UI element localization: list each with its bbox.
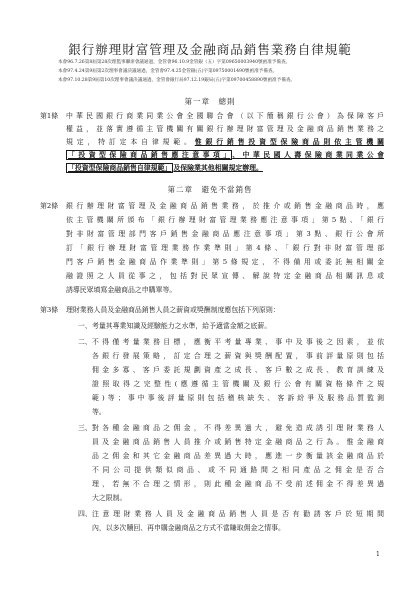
item-line: 不得僅考量業務目標，應衡平考量專業、事中及事後之因素，並依 bbox=[92, 338, 384, 346]
page-number: 1 bbox=[376, 551, 380, 558]
item-line: 等。 bbox=[92, 408, 106, 416]
highlight-text: 中華民國人壽保險商業同業公會 bbox=[242, 151, 384, 159]
item-line: 對各種金融商品之佣金，不得差異過大，避免造成誘引理財業務人 bbox=[92, 424, 384, 432]
article-2-line: 銀行辦理財富管理及金融商品銷售業務，於推介或銷售金融商品時，應 bbox=[66, 202, 384, 210]
item-line: 注意理財業務人員及金融商品銷售人員是否有勸誘客戶於短期間 bbox=[92, 510, 384, 518]
article-1-line: 規定，特訂定本自律規範。惟銀行銷售投資型保險商品則依主管機關 bbox=[66, 138, 384, 146]
highlight-text: 惟銀行銷售投資型保險商品則依主管機關 bbox=[194, 138, 384, 146]
article-2-line: 依主管機關所頒布「銀行辦理財富管理業務應注意事項」第5點、「銀行 bbox=[66, 216, 384, 224]
article-3-label: 第3條 bbox=[40, 306, 59, 314]
item-line: 理，若無不合理之情形，則此種金融商品不受前述佣金不得差異過 bbox=[92, 480, 384, 488]
item-number: 一、 bbox=[78, 322, 92, 330]
article-1-line: 權益，並落實遵循主管機關有關銀行辦理財富管理及金融商品銷售業務之 bbox=[66, 125, 384, 133]
item-line: 範)等；事中事後評量原則包括稽核缺失、客訴紛爭及服務品質監測 bbox=[92, 394, 384, 402]
article-2-label: 第2條 bbox=[40, 202, 59, 210]
item-number: 三、 bbox=[78, 424, 92, 432]
item-line: 大之限制。 bbox=[92, 494, 127, 502]
article-1-line: 「投資型保險商品銷售應注意事項」 、中華民國人壽保險商業同業公會 bbox=[68, 151, 384, 159]
meta-line-3: 本會97.10.28第9屆第10次理事會議決議通過，金管會銀行局97.12.19銀局(五)字第09700458890號函准予備查。 bbox=[58, 78, 296, 83]
item-line: 內，以多次贖回、再申購金融商品之方式不當賺取佣金之情事。 bbox=[92, 524, 285, 532]
highlight-text: 及保險業其他相關規定辦理。 bbox=[173, 164, 263, 172]
item-line: 考量其專業知識及經驗能力之水準，給予適當金額之底薪。 bbox=[92, 322, 272, 330]
article-2-line: 誘導民眾填寫金融商品之申購單等。 bbox=[66, 286, 177, 294]
article-2-line: 訂「銀行辦理財富管理業務作業準則」第4條、「銀行對非財富管理部 bbox=[66, 244, 384, 252]
article-3-intro: 理財業務人員及金融商品銷售人員之薪資或獎酬制度應包括下列原則： bbox=[66, 306, 280, 314]
item-line: 品之佣金和其它金融商品差異過大時，應進一步衡量該金融商品於 bbox=[92, 452, 384, 460]
meta-line-1: 本會96.7.26第8屆第28次理監事聯席會議通過，金管會96.10.9金管銀（五）字第09650003940號函准予備查。 bbox=[58, 60, 291, 65]
chapter-2-heading: 第二章 避免不當銷售 bbox=[167, 185, 253, 194]
item-number: 二、 bbox=[78, 338, 92, 346]
article-1-line: 中華民國銀行商業同業公會全國聯合會（以下簡稱銀行公會）為保障客戶 bbox=[66, 112, 384, 120]
boxed-reference: 「投資型保險商品銷售應注意事項」 bbox=[68, 151, 231, 159]
item-line: 證照取得之完整性(應遵循主管機關及銀行公會有關資格條件之規 bbox=[92, 380, 384, 388]
boxed-reference: 「投資型保險商品銷售自律規範」 bbox=[68, 164, 172, 172]
article-1-label: 第1條 bbox=[40, 112, 59, 120]
item-line: 不同公司提供類似商品、或不同通路間之相同產品之佣金是否合 bbox=[92, 466, 384, 474]
article-2-line: 門客戶銷售金融商品作業準則」第5條規定，不得備用或委託無相關金 bbox=[66, 258, 384, 266]
item-line: 佣金多寡、客戶委託規劃資產之成長、客戶數之成長、教育訓練及 bbox=[92, 366, 384, 374]
article-1-line bbox=[66, 162, 384, 175]
document-title: 銀行辦理財富管理及金融商品銷售業務自律規範 bbox=[68, 42, 352, 57]
chapter-1-heading: 第一章 總則 bbox=[184, 97, 236, 106]
item-number: 四、 bbox=[78, 510, 92, 518]
article-2-line: 對非財富管理部門客戶銷售金融商品應注意事項」第3點、銀行公會所 bbox=[66, 230, 384, 238]
meta-line-2: 本會97.4.24第9屆第2次理事會議決議通過，金管會97.4.25金管銀(五)字第09750001490號函准予備查。 bbox=[58, 69, 278, 74]
item-line: 各銀行發展策略，訂定合理之薪資與獎酬配置，事前評量原則包括 bbox=[92, 352, 384, 360]
item-line: 員及金融商品銷售人員推介或銷售特定金融商品之行為。惟金融商 bbox=[92, 438, 384, 446]
article-2-line: 融證照之人員從事之，包括對民眾宣傳、解說特定金融商品相關訊息或 bbox=[66, 272, 384, 280]
